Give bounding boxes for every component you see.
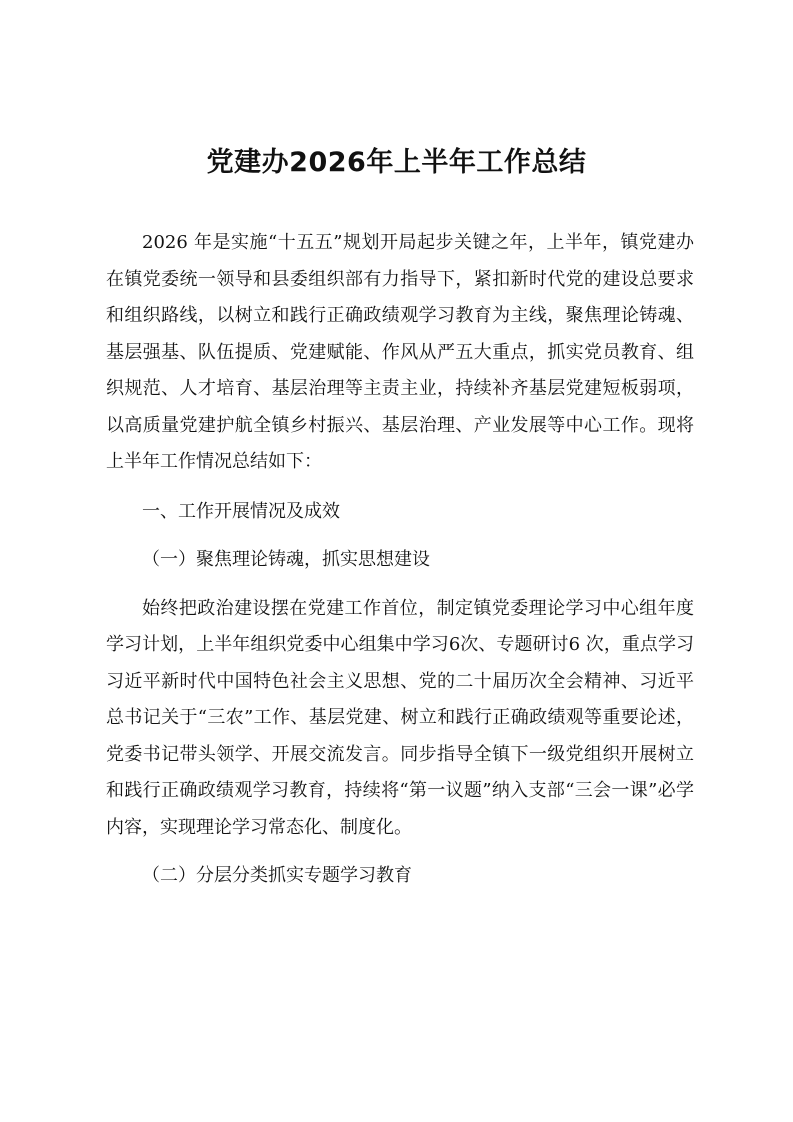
intro-paragraph: 2026 年是实施“十五五”规划开局起步关键之年，上半年，镇党建办在镇党委统一领导和县委组织部有力指导下，紧扣新时代党的建设总要求和组织路线，以树立和践行正确政绩观学习教育为主线，聚焦理论铸魂、基层强基、队伍提质、党建赋能、作风从严五大重点，抓实党员教育、组织规范、人才培育、基层治理等主责主业，持续补齐基层党建短板弱项，以高质量党建护航全镇乡村振兴、基层治理、产业发展等中心工作。现将上半年工作情况总结如下： <box>106 232 694 472</box>
document-body <box>106 225 694 895</box>
document-title: 党建办2026年上半年工作总结 <box>206 147 587 178</box>
section-heading-1: 一、工作开展情况及成效 <box>142 500 340 522</box>
body-paragraph-1: 始终把政治建设摆在党建工作首位，制定镇党委理论学习中心组年度学习计划，上半年组织党委中心组集中学习6次、专题研讨6 次，重点学习习近平新时代中国特色社会主义思想、党的二十届历次全会精神、习近平总书记关于“三农”工作、基层党建、树立和践行正确政绩观等重要论述，党委书记带头领学、开展交流发言。同步指导全镇下一级党组织开展树立和践行正确政绩观学习教育，持续将“第一议题”纳入支部“三会一课”必学内容，实现理论学习常态化、制度化。 <box>106 597 694 838</box>
subsection-heading-1: （一）聚焦理论铸魂，抓实思想建设 <box>142 549 430 570</box>
subsection-heading-2: （二）分层分类抓实专题学习教育 <box>142 865 412 886</box>
